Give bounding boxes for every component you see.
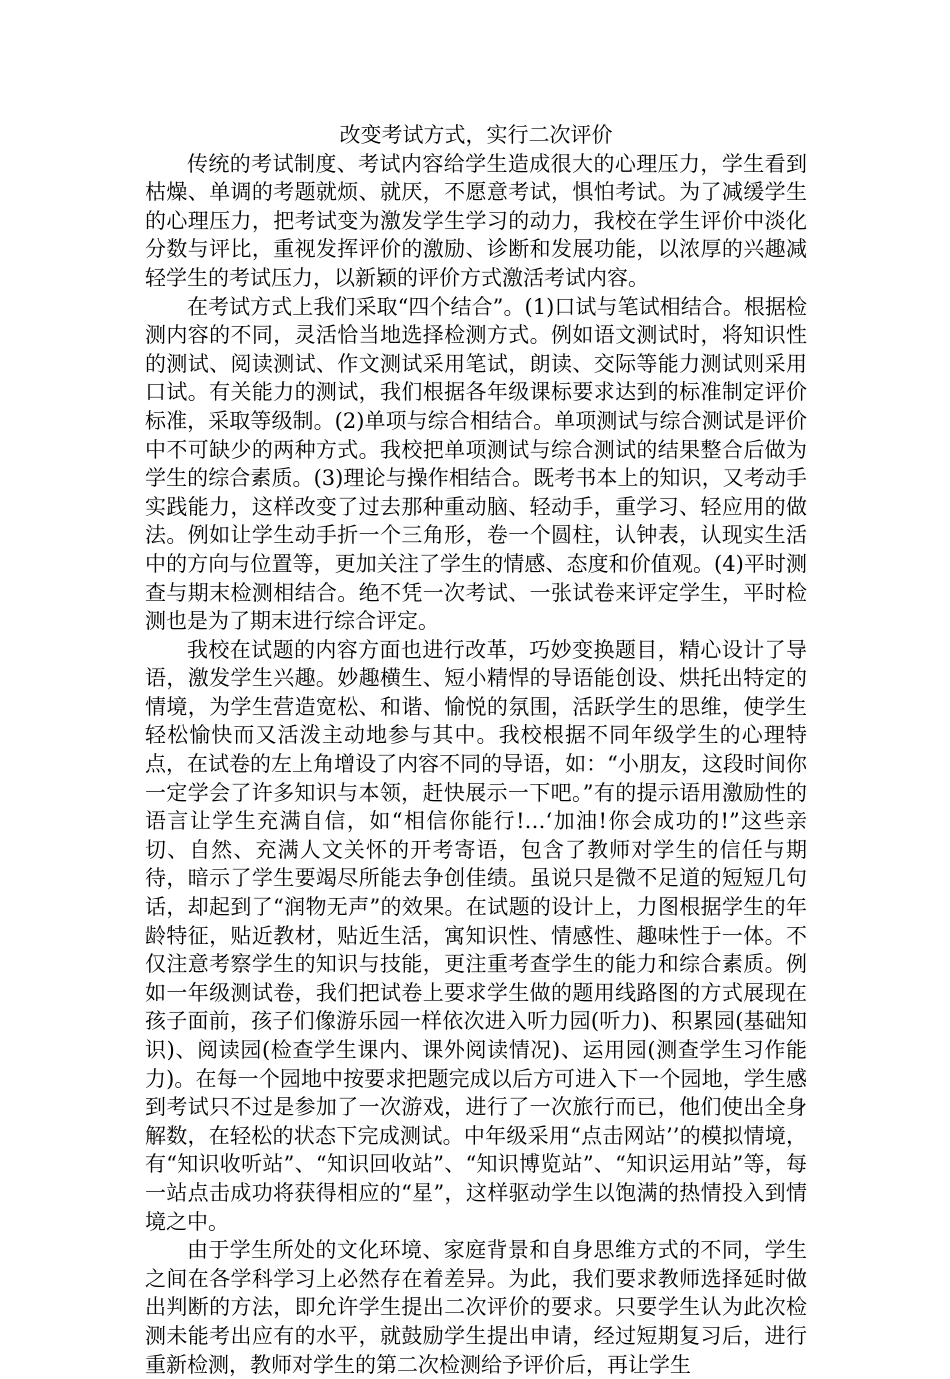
- document-title: 改变考试方式，实行二次评价: [339, 123, 613, 147]
- document-page: [145, 121, 807, 1379]
- paragraph-3: 我校在试题的内容方面也进行改革，巧妙变换题目，精心设计了导语，激发学生兴趣。妙趣横生、短小精悍的导语能创设、烘托出特定的情境，为学生营造宽松、和谐、愉悦的氛围，活跃学生的思维，使学生轻松愉快而又活泼主动地参与其中。我校根据不同年级学生的心理特点，在试卷的左上角增设了内容不同的导语，如：“小朋友，这段时间你一定学会了许多知识与本领，赶快展示一下吧。”有的提示语用激励性的语言让学生充满自信，如“相信你能行!…‘加油!你会成功的!”这些亲切、自然、充满人文关怀的开考寄语，包含了教师对学生的信任与期待，暗示了学生要竭尽所能去争创佳绩。虽说只是微不足道的短短几句话，却起到了“润物无声”的效果。在试题的设计上，力图根据学生的年龄特征，贴近教材，贴近生活，寓知识性、情感性、趣味性于一体。不仅注意考察学生的知识与技能，更注重考查学生的能力和综合素质。例如一年级测试卷，我们把试卷上要求学生做的题用线路图的方式展现在孩子面前，孩子们像游乐园一样依次进入听力园(听力)、积累园(基础知识)、阅读园(检查学生课内、课外阅读情况)、运用园(测查学生习作能力)。在每一个园地中按要求把题完成以后方可进入下一个园地，学生感到考试只不过是参加了一次游戏，进行了一次旅行而已，他们使出全身解数，在轻松的状态下完成测试。中年级采用“点击网站’’的模拟情境，有“知识收听站”、“知识回收站”、“知识博览站”、“知识运用站”等，每一站点击成功将获得相应的“星”，这样驱动学生以饱满的热情投入到情境之中。: [145, 637, 807, 1234]
- paragraph-1: 传统的考试制度、考试内容给学生造成很大的心理压力，学生看到枯燥、单调的考题就烦、就厌，不愿意考试，惧怕考试。为了减缓学生的心理压力，把考试变为激发学生学习的动力，我校在学生评价中淡化分数与评比，重视发挥评价的激励、诊断和发展功能，以浓厚的兴趣减轻学生的考试压力，以新颖的评价方式激活考试内容。: [145, 151, 807, 290]
- paragraph-2: 在考试方式上我们采取“四个结合”。(1)口试与笔试相结合。根据检测内容的不同，灵活恰当地选择检测方式。例如语文测试时，将知识性的测试、阅读测试、作文测试采用笔试，朗读、交际等能力测试则采用口试。有关能力的测试，我们根据各年级课标要求达到的标准制定评价标准，采取等级制。(2)单项与综合相结合。单项测试与综合测试是评价中不可缺少的两种方式。我校把单项测试与综合测试的结果整合后做为学生的综合素质。(3)理论与操作相结合。既考书本上的知识，又考动手实践能力，这样改变了过去那种重动脑、轻动手，重学习、轻应用的做法。例如让学生动手折一个三角形，卷一个圆柱，认钟表，认现实生活中的方向与位置等，更加关注了学生的情感、态度和价值观。(4)平时测查与期末检测相结合。绝不凭一次考试、一张试卷来评定学生，平时检测也是为了期末进行综合评定。: [145, 294, 807, 634]
- paragraph-4: 由于学生所处的文化环境、家庭背景和自身思维方式的不同，学生之间在各学科学习上必然存在着差异。为此，我们要求教师选择延时做出判断的方法，即允许学生提出二次评价的要求。只要学生认为此次检测未能考出应有的水平，就鼓励学生提出申请，经过短期复习后，进行重新检测，教师对学生的第二次检测给予评价后，再让学生: [145, 1238, 807, 1377]
